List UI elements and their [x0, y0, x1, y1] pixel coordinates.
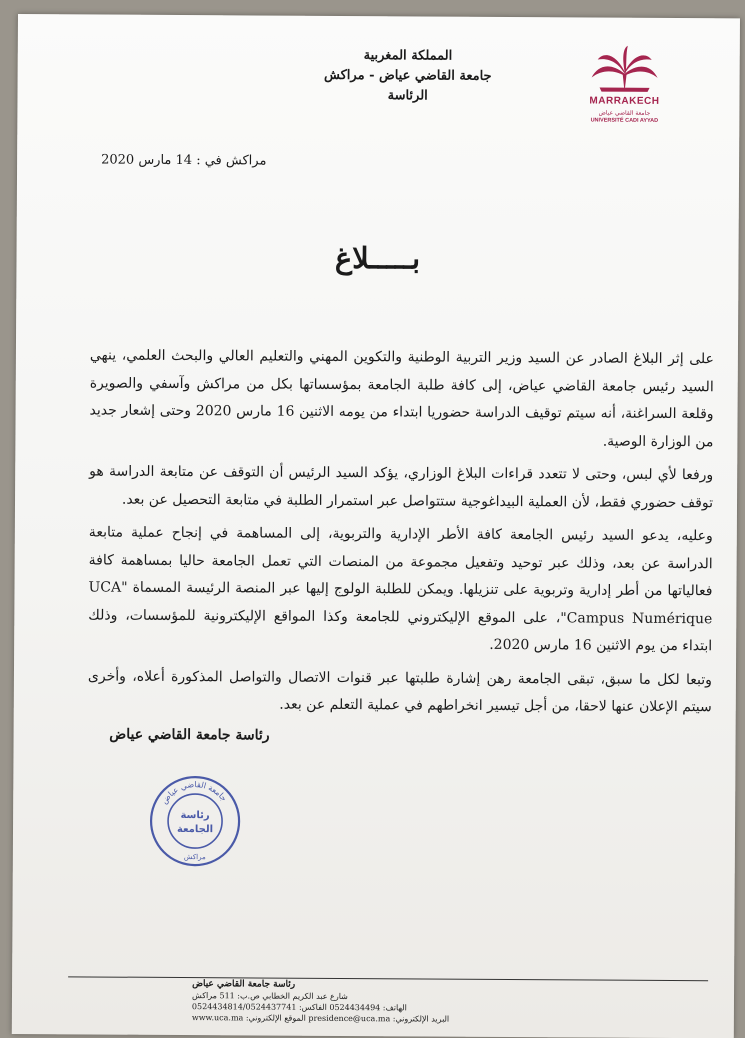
logo-wordmark: MARRAKECH	[589, 95, 660, 107]
paragraph: وعليه، يدعو السيد رئيس الجامعة كافة الأطر الإدارية والتربوية، إلى المساهمة في إنجاح عملية متابعة الدراسة عن بعد، وذلك عبر توحيد وتفعيل مجموعة من المنصات التي تعمل الجامعة حاليا بمساهمة كافة فعالياتها من أطر إدارية وتربوية على تنزيلها. ويمكن للطلبة الولوج إليها عبر المنصة الرئيسة المسماة "UCA Campus Numérique"، على الموقع الإليكتروني للجامعة وكذا المواقع الإليكترونية للمؤسسات، وذلك ابتداء من يوم الاثنين 16 مارس 2020.	[88, 524, 713, 655]
paragraph: على إثر البلاغ الصادر عن السيد وزير التربية الوطنية والتكوين المهني والتعليم العالي والبحث العلمي، ينهي السيد رئيس جامعة القاضي عياض، إلى كافة طلبة الجامعة بمؤسساتها بكل من مراكش وآسفي والصويرة وقلعة السراغنة، أنه سيتم توقيف الدراسة حضوريا ابتداء من يومه الاثنين 16 مارس 2020 وحتى إشعار جديد من الوزارة الوصية.	[89, 347, 714, 450]
document-title: بـــــلاغ	[334, 240, 421, 276]
letterhead	[324, 46, 492, 107]
university-logo	[579, 43, 670, 136]
document-date: مراكش في : 14 مارس 2020	[101, 152, 267, 169]
logo-arabic-subtitle: جامعة القاضي عياض	[598, 109, 651, 117]
paragraph: ورفعا لأي لبس، وحتى لا تتعدد قراءات البلاغ الوزاري، يؤكد السيد الرئيس أن التوقف عن متابعة الدراسة هو توقف حضوري فقط، لأن العملية البيداغوجية ستتواصل عبر استمرار الطلبة في متابعة التحصيل عن بعد.	[89, 463, 714, 511]
kingdom-line: المملكة المغربية	[363, 48, 453, 64]
presidency-line: الرئاسة	[387, 88, 428, 104]
university-line: جامعة القاضي عياض - مراكش	[324, 67, 492, 84]
document-page	[12, 14, 740, 1038]
stamp-inner-line1: رئاسة	[180, 810, 210, 822]
stamp-ring-text: جامعة القاضي عياض	[159, 779, 229, 806]
footer-contact: البريد الإلكتروني: presidence@uca.ma الموقع الإلكتروني: www.uca.ma	[191, 1013, 450, 1024]
stamp-inner-line2: الجامعة	[176, 823, 214, 836]
presidency-round-stamp-icon	[149, 775, 242, 868]
footer-address: شارع عبد الكريم الخطابي ص.ب: 511 مراكش	[191, 991, 348, 1002]
stamp-bottom-text: مراكش	[183, 853, 206, 862]
footer-institution: رئاسة جامعة القاضي عياض	[192, 979, 296, 990]
footer-phone: الهاتف: 0524434494 الفاكس: 0524434814/0524437741	[191, 1002, 407, 1013]
signature-line: رئاسة جامعة القاضي عياض	[109, 726, 270, 744]
uca-palm-logo-icon	[580, 43, 670, 96]
logo-french-subtitle: UNIVERSITÉ CADI AYYAD	[590, 117, 659, 124]
document-body	[88, 342, 714, 727]
paragraph: وتبعا لكل ما سبق، تبقى الجامعة رهن إشارة طلبتها عبر قنوات الاتصال والتواصل المذكورة أعلاه، وأخرى سيتم الإعلان عنها لاحقا، من أجل تيسير انخراطهم في عملية التعلم عن بعد.	[87, 667, 712, 716]
footer-rule	[68, 976, 708, 981]
